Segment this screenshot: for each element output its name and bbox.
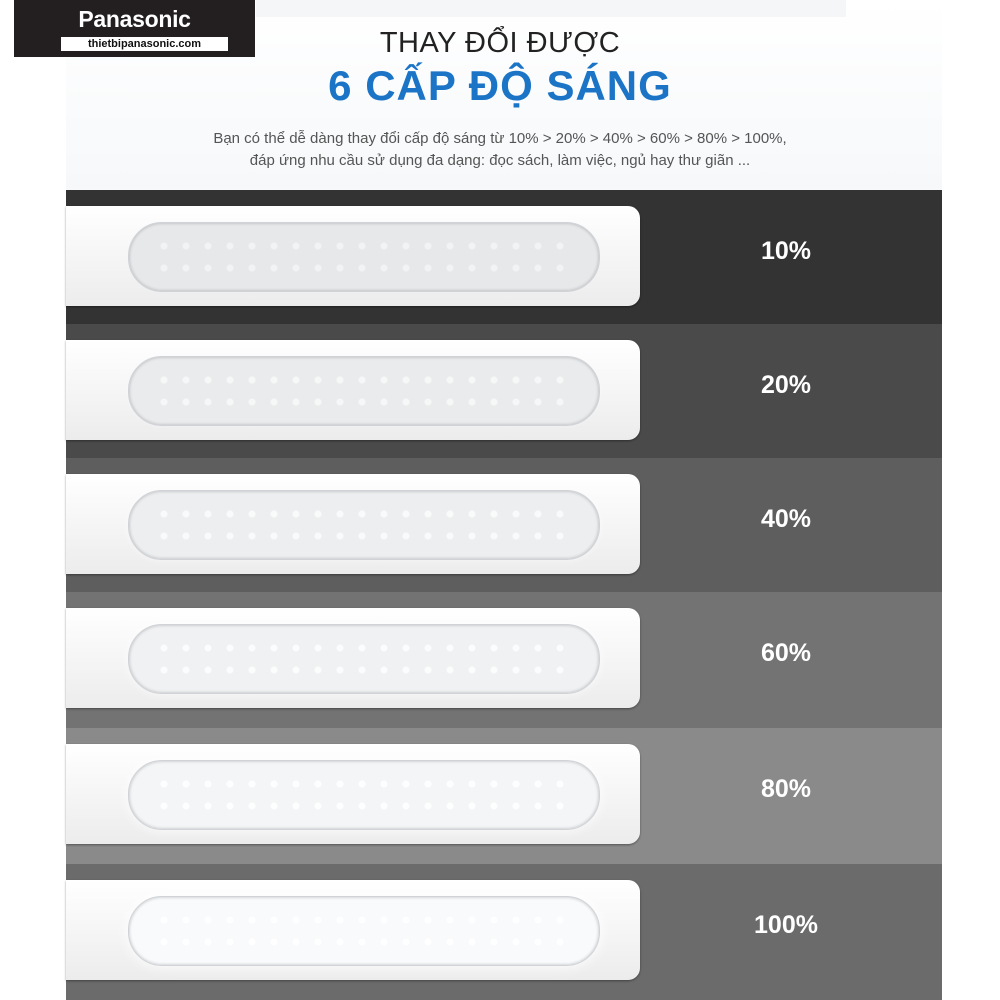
top-strip	[256, 0, 846, 17]
lamp-head	[66, 474, 640, 574]
level-percent: 60%	[760, 639, 812, 667]
level-row	[66, 458, 942, 594]
led-dots	[153, 909, 575, 953]
led-panel	[128, 222, 600, 292]
level-percent: 20%	[760, 371, 812, 399]
description-line-1: Bạn có thể dễ dàng thay đổi cấp độ sáng từ 10% > 20% > 40% > 60% > 80% > 100%,	[213, 130, 787, 147]
level-row	[66, 324, 942, 460]
level-percent: 100%	[754, 911, 818, 939]
level-row	[66, 728, 942, 864]
title-line-1: THAY ĐỔI ĐƯỢC	[379, 27, 621, 59]
logo-wordmark: Panasonic	[78, 6, 191, 32]
led-dots	[153, 503, 575, 547]
level-row	[66, 864, 942, 1000]
led-panel	[128, 760, 600, 830]
led-panel	[128, 356, 600, 426]
led-dots	[153, 235, 575, 279]
level-row	[66, 592, 942, 728]
led-dots	[153, 369, 575, 413]
level-row	[66, 190, 942, 326]
level-percent: 40%	[760, 505, 812, 533]
level-percent: 80%	[760, 775, 812, 803]
led-dots	[153, 773, 575, 817]
led-panel	[128, 896, 600, 966]
brightness-levels	[66, 190, 942, 1000]
logo-website: thietbipanasonic.com	[61, 37, 228, 51]
description-line-2: đáp ứng nhu cầu sử dụng đa dạng: đọc sách, làm việc, ngủ hay thư giãn ...	[249, 152, 751, 169]
description	[0, 128, 1000, 172]
lamp-head	[66, 608, 640, 708]
led-panel	[128, 490, 600, 560]
title-line-2: 6 CẤP ĐỘ SÁNG	[328, 62, 672, 109]
level-percent: 10%	[760, 237, 812, 265]
lamp-head	[66, 880, 640, 980]
lamp-head	[66, 744, 640, 844]
led-panel	[128, 624, 600, 694]
lamp-head	[66, 340, 640, 440]
lamp-head	[66, 206, 640, 306]
led-dots	[153, 637, 575, 681]
